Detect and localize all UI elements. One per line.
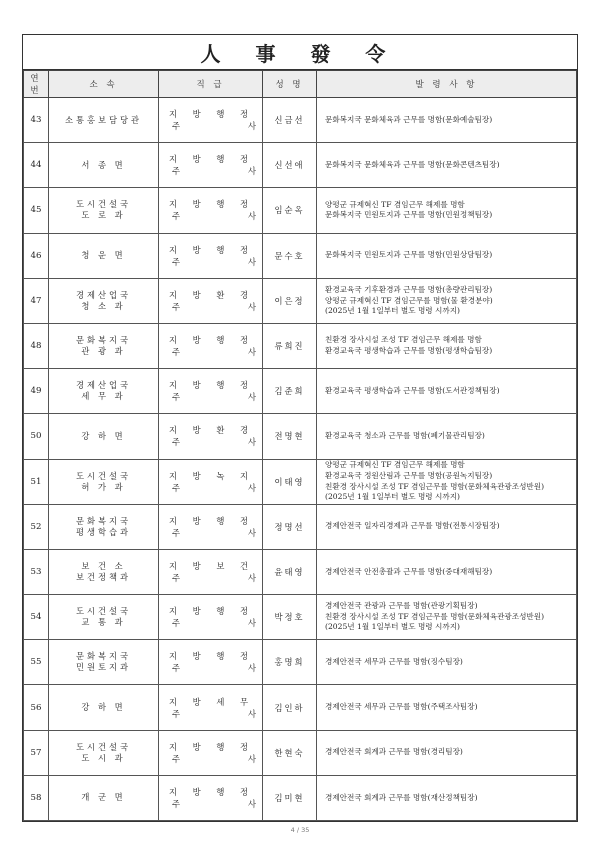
grade-char: 지	[169, 606, 178, 617]
department-line: 소통홍보담당관	[64, 114, 143, 125]
grade-cell	[159, 369, 263, 414]
person-name: 이은정	[263, 278, 317, 323]
grade-char: 주	[172, 527, 181, 538]
grade-char: 지	[169, 651, 178, 662]
grade-rank	[169, 256, 256, 268]
order-line: (2025년 1월 1일부터 별도 명령 시까지)	[325, 622, 461, 632]
order-line: 환경교육국 정원산림과 근무를 명함(공원녹지팀장)	[325, 471, 493, 480]
grade-cell	[159, 549, 263, 594]
table-row	[24, 775, 577, 820]
person-name: 이태영	[263, 459, 317, 504]
department-line: 청 운 면	[81, 250, 126, 261]
grade-char: 정	[239, 109, 248, 120]
grade-cell	[159, 98, 263, 143]
order-line: 문화복지국 문화체육과 근무를 명함(문화예술팀장)	[325, 114, 493, 124]
row-number: 52	[24, 504, 49, 549]
department-cell	[49, 549, 159, 594]
order-line: 경제안전국 세무과 근무를 명함(징수팀장)	[325, 657, 463, 667]
grade-char: 정	[239, 199, 248, 210]
header-grade: 직 급	[159, 71, 263, 98]
grade-series	[169, 379, 256, 391]
table-row	[24, 323, 577, 368]
row-number: 55	[24, 640, 49, 685]
order-line: 경제안전국 일자리경제과 근무를 명함(전통시장팀장)	[325, 521, 500, 531]
grade-cell	[159, 143, 263, 188]
row-number: 58	[24, 775, 49, 820]
grade-char: 주	[172, 663, 181, 674]
grade-char: 주	[172, 708, 181, 719]
department-line: 청 소 과	[81, 300, 126, 311]
department-cell	[49, 323, 159, 368]
grade-series	[169, 696, 256, 708]
grade-char: 방	[192, 244, 201, 255]
personnel-order-document	[22, 34, 578, 822]
order-details-cell	[317, 549, 577, 594]
grade-series	[169, 244, 256, 256]
grade-char: 세	[216, 696, 225, 707]
grade-cell	[159, 188, 263, 233]
grade-char: 지	[169, 380, 178, 391]
grade-series	[169, 741, 256, 753]
department-line: 교 통 과	[81, 617, 126, 628]
grade-cell	[159, 278, 263, 323]
grade-char: 주	[172, 256, 181, 267]
grade-char: 지	[239, 470, 248, 481]
grade-char: 행	[216, 741, 225, 752]
row-number: 56	[24, 685, 49, 730]
grade-rank	[169, 301, 256, 313]
order-line: 경제안전국 회계과 근무를 명함(재산정책팀장)	[325, 792, 478, 802]
grade-rank	[169, 798, 256, 810]
order-details-cell	[317, 98, 577, 143]
row-number: 57	[24, 730, 49, 775]
department-cell	[49, 233, 159, 278]
department-line: 경제산업국	[75, 380, 132, 391]
grade-char: 사	[247, 572, 256, 583]
grade-rank	[169, 572, 256, 584]
grade-char: 주	[172, 211, 181, 222]
table-body	[24, 98, 577, 821]
table-row	[24, 504, 577, 549]
grade-char: 환	[216, 425, 225, 436]
grade-char: 방	[192, 289, 201, 300]
order-line: 환경교육국 평생학습과 근무를 명함(평생학습팀장)	[325, 346, 493, 356]
grade-char: 주	[172, 166, 181, 177]
grade-char: 지	[169, 154, 178, 165]
grade-char: 건	[239, 560, 248, 571]
grade-char: 정	[239, 741, 248, 752]
grade-rank	[169, 708, 256, 720]
order-details-cell	[317, 188, 577, 233]
department-line: 허 가 과	[81, 481, 126, 492]
grade-char: 정	[239, 244, 248, 255]
grade-char: 주	[172, 482, 181, 493]
grade-series	[169, 605, 256, 617]
grade-series	[169, 198, 256, 210]
department-cell	[49, 278, 159, 323]
grade-rank	[169, 662, 256, 674]
grade-char: 행	[216, 109, 225, 120]
order-line: 문화복지국 민원토지과 근무를 명함(민원정책팀장)	[325, 210, 493, 220]
department-line: 민원토지과	[75, 662, 132, 673]
grade-char: 방	[192, 199, 201, 210]
grade-char: 사	[247, 166, 256, 177]
document-title: 人 事 發 令	[23, 35, 577, 70]
grade-char: 행	[216, 786, 225, 797]
row-number: 44	[24, 143, 49, 188]
department-cell	[49, 504, 159, 549]
department-cell	[49, 369, 159, 414]
order-line: 친환경 장사시설 조성 TF 겸임근무를 명함(문화체육관광조성반원)	[325, 611, 545, 621]
order-line: 양평군 규제혁신 TF 겸임근무 해제를 명함	[325, 199, 465, 209]
grade-cell	[159, 414, 263, 459]
grade-series	[169, 560, 256, 572]
grade-char: 주	[172, 618, 181, 629]
department-line: 평생학습과	[75, 526, 132, 537]
grade-char: 환	[216, 289, 225, 300]
grade-char: 방	[192, 109, 201, 120]
person-name: 김인하	[263, 685, 317, 730]
row-number: 47	[24, 278, 49, 323]
order-line: 환경교육국 청소과 근무를 명함(폐기물관리팀장)	[325, 431, 485, 441]
grade-char: 정	[239, 606, 248, 617]
department-line: 보건정책과	[75, 571, 132, 582]
department-line: 도시건설국	[75, 741, 132, 752]
table-row	[24, 143, 577, 188]
department-line: 관 광 과	[81, 346, 126, 357]
grade-rank	[169, 753, 256, 765]
personnel-table	[23, 70, 577, 821]
row-number: 49	[24, 369, 49, 414]
grade-char: 지	[169, 109, 178, 120]
table-header-row	[24, 71, 577, 98]
department-cell	[49, 775, 159, 820]
grade-series	[169, 515, 256, 527]
grade-char: 경	[239, 425, 248, 436]
order-details-cell	[317, 640, 577, 685]
person-name: 홍명희	[263, 640, 317, 685]
order-details-cell	[317, 685, 577, 730]
department-line: 강 하 면	[81, 702, 126, 713]
grade-char: 경	[239, 289, 248, 300]
grade-rank	[169, 120, 256, 132]
department-cell	[49, 143, 159, 188]
grade-char: 사	[247, 708, 256, 719]
grade-series	[169, 153, 256, 165]
grade-char: 사	[247, 437, 256, 448]
order-line: 경제안전국 관광과 근무를 명함(관광기획팀장)	[325, 601, 478, 611]
department-line: 도 시 과	[81, 752, 126, 763]
table-row	[24, 98, 577, 143]
row-number: 45	[24, 188, 49, 233]
grade-char: 행	[216, 244, 225, 255]
order-details-cell	[317, 323, 577, 368]
grade-cell	[159, 685, 263, 730]
grade-char: 녹	[216, 470, 225, 481]
grade-rank	[169, 527, 256, 539]
order-details-cell	[317, 775, 577, 820]
department-line: 서 종 면	[81, 159, 126, 170]
table-row	[24, 549, 577, 594]
grade-char: 지	[169, 741, 178, 752]
grade-char: 행	[216, 154, 225, 165]
order-line: 문화복지국 민원토지과 근무를 명함(민원상담팀장)	[325, 250, 493, 260]
grade-char: 지	[169, 289, 178, 300]
person-name: 정명선	[263, 504, 317, 549]
grade-cell	[159, 595, 263, 640]
grade-char: 행	[216, 335, 225, 346]
order-line: 경제안전국 안전총괄과 근무를 명함(중대재해팀장)	[325, 566, 493, 576]
grade-char: 사	[247, 618, 256, 629]
department-line: 세 무 과	[81, 391, 126, 402]
order-details-cell	[317, 233, 577, 278]
grade-char: 방	[192, 651, 201, 662]
order-line: 친환경 장사시설 조성 TF 겸임근무를 명함(문화체육관광조성반원)	[325, 481, 545, 491]
grade-char: 주	[172, 572, 181, 583]
order-line: 환경교육국 기후환경과 근무를 명함(총량관리팀장)	[325, 284, 493, 294]
row-number: 51	[24, 459, 49, 504]
grade-cell	[159, 730, 263, 775]
grade-char: 방	[192, 606, 201, 617]
grade-rank	[169, 617, 256, 629]
grade-char: 무	[239, 696, 248, 707]
table-row	[24, 278, 577, 323]
order-line: (2025년 1월 1일부터 별도 명령 시까지)	[325, 306, 461, 316]
grade-char: 사	[247, 347, 256, 358]
person-name: 김미현	[263, 775, 317, 820]
grade-cell	[159, 233, 263, 278]
grade-char: 행	[216, 651, 225, 662]
grade-rank	[169, 391, 256, 403]
grade-rank	[169, 165, 256, 177]
department-line: 도시건설국	[75, 606, 132, 617]
person-name: 박정호	[263, 595, 317, 640]
order-line: 경제안전국 세무과 근무를 명함(주택조사팀장)	[325, 702, 478, 712]
grade-series	[169, 470, 256, 482]
row-number: 43	[24, 98, 49, 143]
header-name: 성 명	[263, 71, 317, 98]
order-details-cell	[317, 369, 577, 414]
grade-char: 보	[216, 560, 225, 571]
grade-char: 지	[169, 515, 178, 526]
department-line: 문화복지국	[75, 515, 132, 526]
department-cell	[49, 98, 159, 143]
grade-char: 정	[239, 515, 248, 526]
department-cell	[49, 459, 159, 504]
grade-char: 주	[172, 753, 181, 764]
grade-char: 지	[169, 425, 178, 436]
grade-rank	[169, 346, 256, 358]
order-line: 문화복지국 문화체육과 근무를 명함(문화콘텐츠팀장)	[325, 159, 500, 169]
department-cell	[49, 640, 159, 685]
grade-char: 주	[172, 301, 181, 312]
grade-char: 지	[169, 335, 178, 346]
person-name: 김준희	[263, 369, 317, 414]
grade-char: 정	[239, 651, 248, 662]
grade-char: 정	[239, 786, 248, 797]
grade-char: 행	[216, 515, 225, 526]
grade-char: 방	[192, 696, 201, 707]
department-cell	[49, 730, 159, 775]
order-line: 친환경 장사시설 조성 TF 겸임근무 해제를 명함	[325, 335, 482, 345]
table-row	[24, 188, 577, 233]
grade-char: 사	[247, 753, 256, 764]
page-number: 4 / 35	[290, 826, 310, 834]
grade-cell	[159, 504, 263, 549]
grade-cell	[159, 323, 263, 368]
grade-char: 방	[192, 380, 201, 391]
grade-series	[169, 650, 256, 662]
grade-cell	[159, 640, 263, 685]
grade-char: 지	[169, 199, 178, 210]
grade-char: 사	[247, 211, 256, 222]
row-number: 46	[24, 233, 49, 278]
grade-char: 지	[169, 786, 178, 797]
department-line: 도시건설국	[75, 470, 132, 481]
order-line: 경제안전국 회계과 근무를 명함(경리팀장)	[325, 747, 463, 757]
order-line: 양평군 규제혁신 TF 겸임근무를 명함(물 환경분야)	[325, 295, 493, 305]
department-cell	[49, 595, 159, 640]
table-row	[24, 369, 577, 414]
table-row	[24, 459, 577, 504]
grade-char: 사	[247, 798, 256, 809]
person-name: 전명현	[263, 414, 317, 459]
grade-char: 사	[247, 301, 256, 312]
person-name: 신금선	[263, 98, 317, 143]
header-number: 연번	[24, 71, 49, 98]
grade-char: 사	[247, 392, 256, 403]
grade-char: 방	[192, 425, 201, 436]
grade-rank	[169, 210, 256, 222]
grade-char: 방	[192, 470, 201, 481]
department-line: 문화복지국	[75, 651, 132, 662]
person-name: 류희진	[263, 323, 317, 368]
order-details-cell	[317, 278, 577, 323]
department-cell	[49, 188, 159, 233]
grade-char: 주	[172, 347, 181, 358]
grade-char: 주	[172, 121, 181, 132]
department-line: 개 군 면	[81, 792, 126, 803]
department-cell	[49, 685, 159, 730]
grade-char: 정	[239, 335, 248, 346]
grade-char: 정	[239, 380, 248, 391]
grade-char: 방	[192, 560, 201, 571]
order-details-cell	[317, 143, 577, 188]
person-name: 한현숙	[263, 730, 317, 775]
grade-char: 방	[192, 741, 201, 752]
grade-char: 사	[247, 527, 256, 538]
row-number: 50	[24, 414, 49, 459]
grade-cell	[159, 775, 263, 820]
grade-char: 지	[169, 696, 178, 707]
grade-char: 주	[172, 392, 181, 403]
grade-char: 방	[192, 154, 201, 165]
grade-char: 사	[247, 256, 256, 267]
grade-char: 행	[216, 380, 225, 391]
grade-char: 방	[192, 515, 201, 526]
order-line: 양평군 규제혁신 TF 겸임근무 해제를 명함	[325, 460, 465, 470]
grade-cell	[159, 459, 263, 504]
grade-char: 방	[192, 335, 201, 346]
grade-series	[169, 334, 256, 346]
grade-char: 지	[169, 560, 178, 571]
department-line: 도 로 과	[81, 210, 126, 221]
grade-char: 정	[239, 154, 248, 165]
department-line: 문화복지국	[75, 335, 132, 346]
grade-char: 지	[169, 470, 178, 481]
grade-char: 행	[216, 199, 225, 210]
order-line: 환경교육국 평생학습과 근무를 명함(도서관정책팀장)	[325, 385, 500, 395]
grade-char: 사	[247, 121, 256, 132]
grade-series	[169, 289, 256, 301]
row-number: 53	[24, 549, 49, 594]
grade-rank	[169, 436, 256, 448]
table-row	[24, 730, 577, 775]
department-cell	[49, 414, 159, 459]
grade-rank	[169, 482, 256, 494]
person-name: 신선애	[263, 143, 317, 188]
grade-char: 사	[247, 663, 256, 674]
person-name: 문수호	[263, 233, 317, 278]
grade-char: 사	[247, 482, 256, 493]
order-details-cell	[317, 595, 577, 640]
grade-series	[169, 424, 256, 436]
grade-series	[169, 786, 256, 798]
grade-char: 지	[169, 244, 178, 255]
grade-series	[169, 108, 256, 120]
grade-char: 주	[172, 437, 181, 448]
header-department: 소 속	[49, 71, 159, 98]
order-line: (2025년 1월 1일부터 별도 명령 시까지)	[325, 492, 461, 502]
table-row	[24, 414, 577, 459]
table-row	[24, 595, 577, 640]
grade-char: 행	[216, 606, 225, 617]
table-row	[24, 640, 577, 685]
person-name: 임순옥	[263, 188, 317, 233]
grade-char: 방	[192, 786, 201, 797]
department-line: 경제산업국	[75, 289, 132, 300]
person-name: 윤태영	[263, 549, 317, 594]
grade-char: 주	[172, 798, 181, 809]
row-number: 48	[24, 323, 49, 368]
order-details-cell	[317, 504, 577, 549]
department-line: 도시건설국	[75, 199, 132, 210]
department-line: 강 하 면	[81, 430, 126, 441]
row-number: 54	[24, 595, 49, 640]
department-line: 보 건 소	[81, 560, 126, 571]
table-row	[24, 233, 577, 278]
order-details-cell	[317, 459, 577, 504]
order-details-cell	[317, 414, 577, 459]
header-order-details: 발 령 사 항	[317, 71, 577, 98]
order-details-cell	[317, 730, 577, 775]
table-row	[24, 685, 577, 730]
